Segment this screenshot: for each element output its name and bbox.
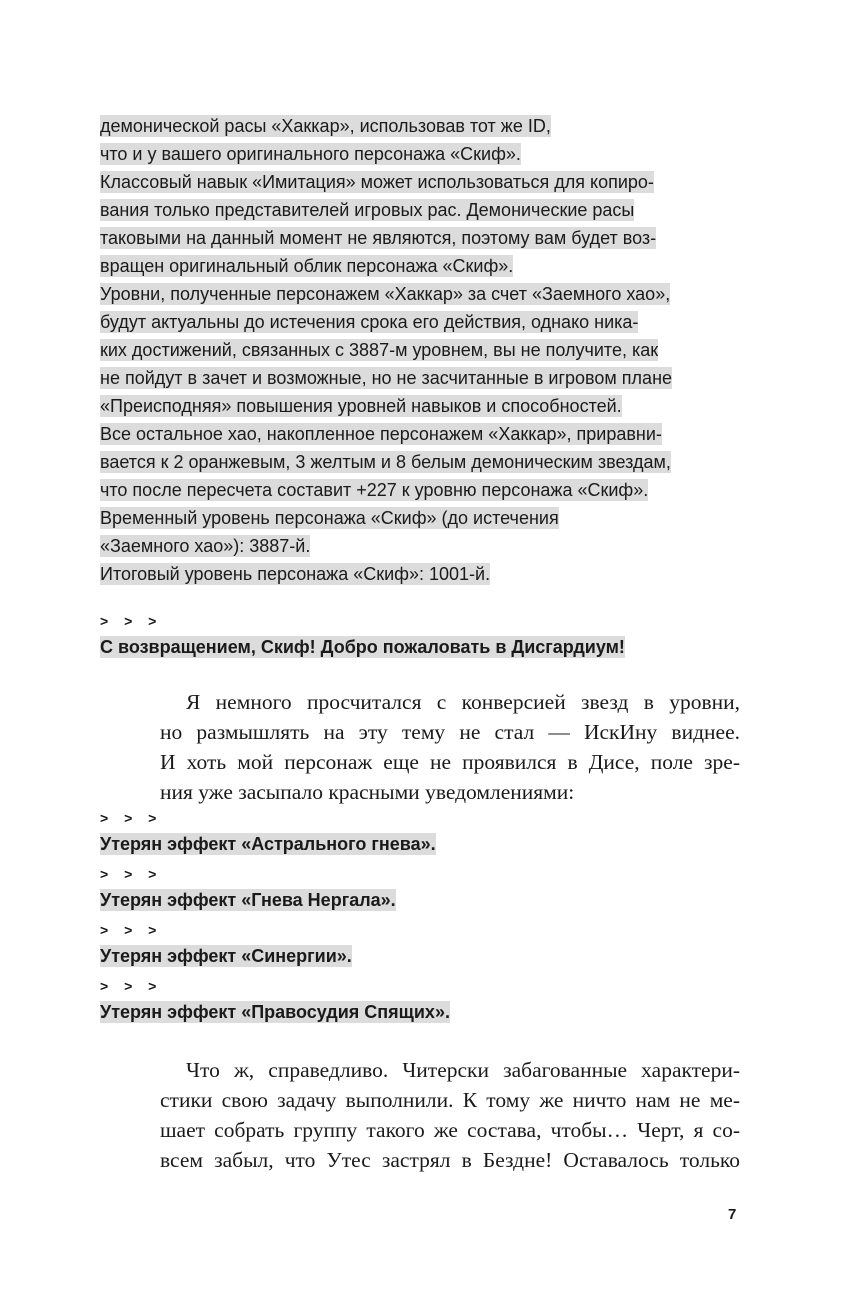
system-line: демонической расы «Хаккар», использовав тот же ID, bbox=[100, 116, 551, 136]
prose-line: всем забыл, что Утес застрял в Бездне! Оставалось только bbox=[160, 1148, 740, 1172]
system-line: что и у вашего оригинального персонажа «Скиф». bbox=[100, 144, 521, 164]
effect-lost-message: Утерян эффект «Астрального гнева». bbox=[100, 834, 436, 854]
system-line: что после пересчета составит +227 к уровню персонажа «Скиф». bbox=[100, 480, 649, 500]
arrow-marker: > > > bbox=[100, 866, 163, 882]
arrow-marker: > > > bbox=[100, 613, 163, 629]
system-line: вается к 2 оранжевым, 3 желтым и 8 белым демоническим звездам, bbox=[100, 452, 671, 472]
system-line: будут актуальны до истечения срока его действия, однако ника- bbox=[100, 312, 639, 332]
system-line: Временный уровень персонажа «Скиф» (до истечения bbox=[100, 508, 559, 528]
system-line: Все остальное хао, накопленное персонажем «Хаккар», приравни- bbox=[100, 424, 662, 444]
prose-line: Что ж, справедливо. Читерски забагованные характери- bbox=[186, 1058, 740, 1082]
effect-lost-message: Утерян эффект «Правосудия Спящих». bbox=[100, 1002, 450, 1022]
arrow-marker: > > > bbox=[100, 922, 163, 938]
prose-line: ния уже засыпало красными уведомлениями: bbox=[160, 780, 575, 804]
system-line: Классовый навык «Имитация» может использоваться для копиро- bbox=[100, 172, 654, 192]
effect-lost-message: Утерян эффект «Гнева Нергала». bbox=[100, 890, 396, 910]
system-line: не пойдут в зачет и возможные, но не засчитанные в игровом плане bbox=[100, 368, 673, 388]
prose-line: но размышлять на эту тему не стал — ИскИну виднее. bbox=[160, 720, 740, 744]
prose-line: шает собрать группу такого же состава, чтобы… Черт, я со- bbox=[160, 1118, 740, 1142]
system-line: «Заемного хао»): 3887-й. bbox=[100, 536, 311, 556]
effect-lost-message: Утерян эффект «Синергии». bbox=[100, 946, 352, 966]
system-line: вращен оригинальный облик персонажа «Скиф». bbox=[100, 256, 514, 276]
system-line: ких достижений, связанных с 3887-м уровнем, вы не получите, как bbox=[100, 340, 659, 360]
prose-line: Я немного просчитался с конверсией звезд в уровни, bbox=[186, 690, 740, 714]
welcome-message: С возвращением, Скиф! Добро пожаловать в Дисгардиум! bbox=[100, 637, 625, 657]
prose-line: стики свою задачу выполнили. К тому же ничто нам не ме- bbox=[160, 1088, 740, 1112]
prose-line: И хоть мой персонаж еще не проявился в Дисе, поле зре- bbox=[160, 750, 740, 774]
system-line: таковыми на данный момент не являются, поэтому вам будет воз- bbox=[100, 228, 657, 248]
system-line: вания только представителей игровых рас. Демонические расы bbox=[100, 200, 635, 220]
system-line: Итоговый уровень персонажа «Скиф»: 1001-й. bbox=[100, 564, 491, 584]
system-line: «Преисподняя» повышения уровней навыков и способностей. bbox=[100, 396, 622, 416]
page-number: 7 bbox=[728, 1206, 737, 1223]
arrow-marker: > > > bbox=[100, 810, 163, 826]
system-line: Уровни, полученные персонажем «Хаккар» за счет «Заемного хао», bbox=[100, 284, 671, 304]
arrow-marker: > > > bbox=[100, 978, 163, 994]
